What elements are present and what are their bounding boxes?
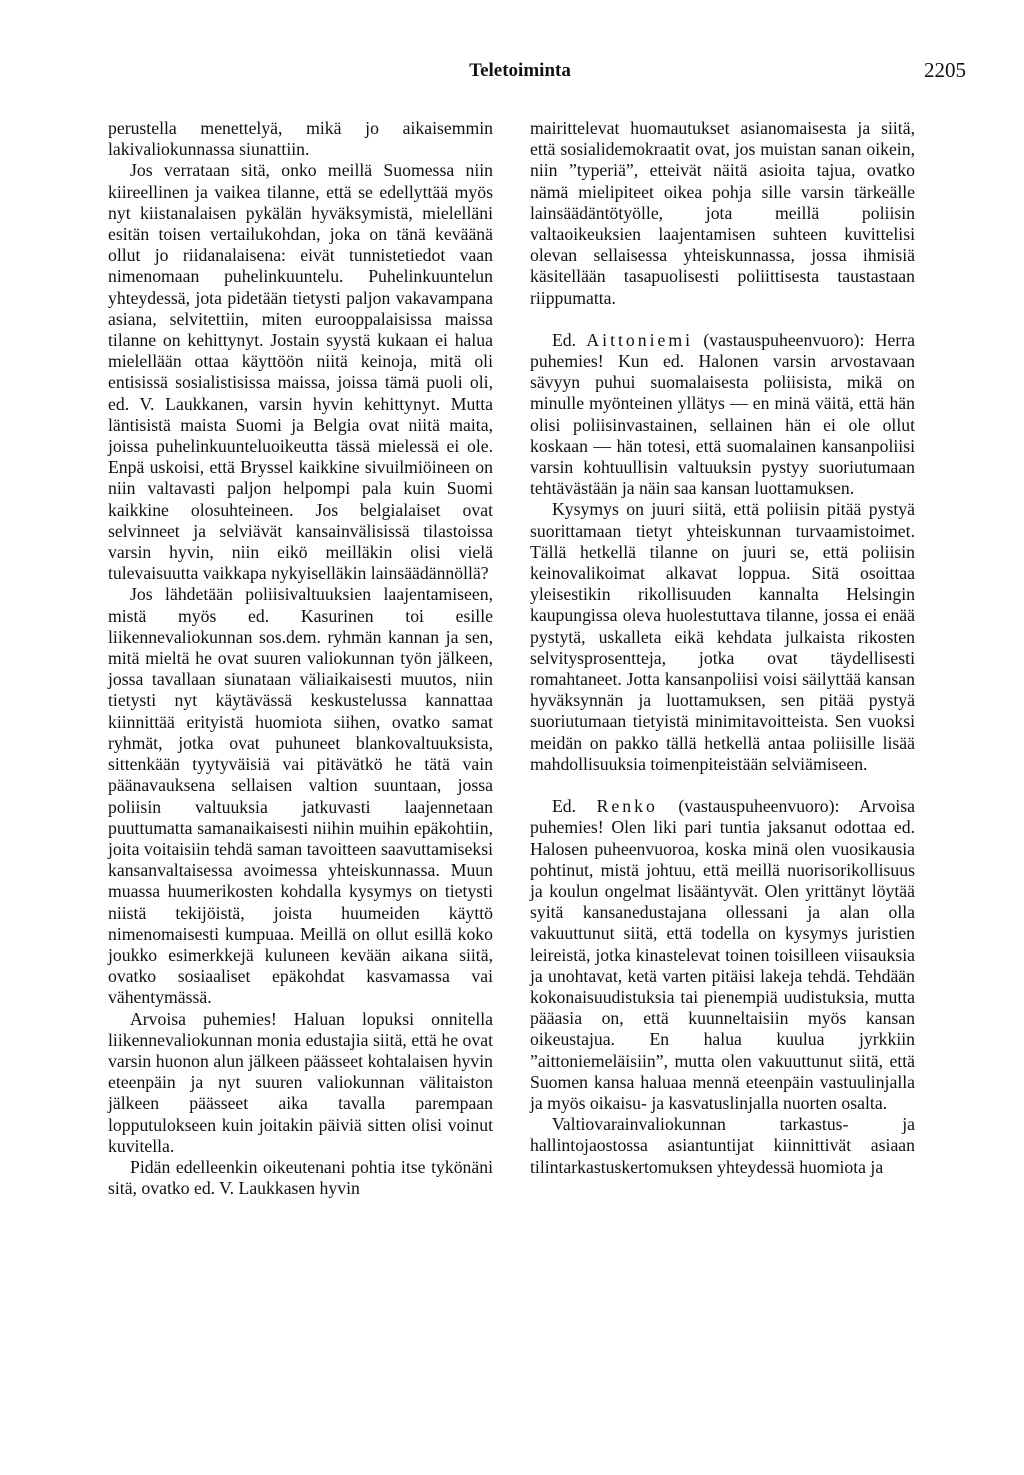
paragraph: Kysymys on juuri siitä, että poliisin pitää pystyä suorittamaan tietyt yhteiskunnan turvaamistoimet. Tällä hetkellä tilanne on juuri se, että poliisin keinovalikoimat alkavat loppua. Sitä osoittaa yleisestikin rikollisuuden kannalta Helsingin kaupungissa oleva huolestuttava tilanne, jossa ei enää pystytä, uskalleta eikä kehdata julkaista rikosten selvitysprosentteja, jotka ovat täydellisesti romahtaneet. Jotta kansanpoliisi voisi säilyttää kansan hyväksynnän ja luottamuksen, sen pitää pystyä suoriutumaan tietyistä minimitavoitteista. Sen vuoksi meidän on pakko tällä hetkellä antaa poliisille lisää mahdollisuuksia toimenpiteistään selviämiseen. [530, 499, 915, 774]
paragraph: Arvoisa puhemies! Haluan lopuksi onnitella liikennevaliokunnan monia edustajia siitä, että he ovat varsin huonon alun jälkeen päässeet kohtalaisen hyvin eteenpäin ja nyt suuren valiokunnan välitaiston jälkeen päässeet aika tavalla parempaan lopputulokseen kuin joitakin päiviä sitten olisi voinut kuvitella. [108, 1008, 493, 1156]
speech-text: (vastauspuheenvuoro): Arvoisa puhemies! Olen liki pari tuntia jaksanut odottaa ed. Halosen puheenvuoroa, koska minä olen vuosikausia pohtinut, mistä johtuu, että meillä nuorisorikollisuus ja koulun ongelmat lisääntyvät. Olen yrittänyt löytää syitä kansanedustajana ollessani ja alan olla vakuuttunut siitä, että todella on kysymys juristien leireistä, jotka kinastelevat toinen toisilleen viisauksia ja unohtavat, ketä varten pitäisi lakeja tehdä. Tehdään kokonaisuudistuksia tai pienempiä uudistuksia, mutta pääasia on, että kuunneltaisiin myös kansan oikeustajua. En halua kuulua jyrkkiin ”aittoniemeläisiin”, mutta olen vakuuttunut siitä, että Suomen kansa haluaa mennä eteenpäin vastuulinjalla ja myös oikaisu- ja kasvatuslinjalla nuorten osalta. [530, 796, 915, 1113]
paragraph: Valtiovarainvaliokunnan tarkastus- ja hallintojaostossa asiantuntijat kiinnittivät asiaan tilintarkastuskertomuksen yhteydessä huomiota ja [530, 1114, 915, 1177]
left-column [108, 118, 493, 1199]
section-title: Teletoiminta [469, 60, 571, 81]
speaker-prefix: Ed. [552, 796, 577, 817]
speaker-prefix: Ed. [552, 329, 577, 350]
speech-text: (vastauspuheenvuoro): Herra puhemies! Kun ed. Halonen varsin arvostavaan sävyyn puhui suomalaisesta poliisista, mikä on minulle myönteinen yllätys — en minä väitä, että hän olisi poliisinvastainen, sellainen hän ei ole ollut koskaan — hän totesi, että suomalainen kansanpoliisi varsin kohtuullisin valtuuksin pystyy suoriutumaan tehtävästään ja näin saa kansan luottamuksen. [530, 329, 916, 499]
paragraph: Pidän edelleenkin oikeutenani pohtia itse tykönäni sitä, ovatko ed. V. Laukkasen hyvin [108, 1156, 493, 1199]
speech-aittoniemi [530, 330, 915, 500]
paragraph: Jos verrataan sitä, onko meillä Suomessa niin kiireellinen ja vaikea tilanne, että se edellyttää myös nyt kiistanalaisen pykälän hyväksymistä, mielelläni esitän toisen vertailukohdan, joka on tänä keväänä ollut jo riidanalaisena: eivät tunnistetiedot vaan nimenomaan puhelinkuuntelu. Puhelinkuuntelun yhteydessä, jota pidetään tietysti paljon vakavampana asiana, selvitettiin, miten eurooppalaisissa maissa tilanne on kehittynyt. Jostain syystä kukaan ei halua mielellään ottaa käyttöön niitä keinoja, mitä oli entisissä sosialistisissa maissa, joissa tämä puoli oli, ed. V. Laukkanen, varsin hyvin kehittynyt. Mutta läntisistä maista Suomi ja Belgia ovat niitä maita, joissa puhelinkuunteluoikeutta tässä mielessä ei ole. Enpä uskoisi, että Bryssel kaikkine sivuilmiöineen on niin valtavasti paljon helpompi pala kuin Suomi kaikkine olosuhteineen. Jos belgialaiset ovat selvinneet ja selviävät kansainvälisissä tilastoissa varsin hyvin, niin eikö meilläkin olisi vielä tulevaisuutta vaikkapa nykyiselläkin lainsäädännöllä? [108, 160, 493, 584]
right-column [530, 118, 915, 1178]
speaker-name: Renko [596, 796, 658, 817]
speech-renko [530, 796, 915, 1114]
page-header [0, 58, 1024, 88]
speaker-name: Aittoniemi [586, 329, 694, 350]
paragraph: Jos lähdetään poliisivaltuuksien laajentamiseen, mistä myös ed. Kasurinen toi esille liikennevaliokunnan sos.dem. ryhmän kannan ja sen, mitä mieltä he ovat suuren valiokunnan työn jälkeen, jossa tavallaan siunataan väliaikaisesti muutos, niin tietysti nyt käytävässä keskustelussa kannattaa kiinnittää erityistä huomiota siihen, ovatko samat ryhmät, jotka ovat puhuneet blankovaltuuksista, sittenkään tyytyväisiä vai pitävätkö he tätä vain päänavauksena sellaisen valtion suuntaan, jossa poliisin valtuuksia jatkuvasti laajennetaan puuttumatta samanaikaisesti niihin muihin epäkohtiin, joita voitaisiin tehdä saman tavoitteen saavuttamiseksi kansanvaltaisessa avoimessa yhteiskunnassa. Muun muassa huumerikosten kohdalla kysymys on tietysti niistä tekijöistä, joista huumeiden käyttö nimenomaisesti kumpuaa. Meillä on ollut esillä koko joukko esimerkkejä kuluneen kevään aikana siitä, ovatko sosiaaliset epäkohdat kasvamassa vai vähentymässä. [108, 584, 493, 1008]
paragraph: mairittelevat huomautukset asianomaisesta ja siitä, että sosialidemokraatit ovat, jos muistan sanan oikein, niin ”typeriä”, etteivät näitä asioita tajua, ovatko nämä mielipiteet oikea pohja sille varsin tärkeälle lainsäädäntötyölle, jota meillä poliisin valtaoikeuksien laajentamisen suhteen kuvittelisi olevan sellaisessa yhteiskunnassa, jossa ihmisiä käsitellään tasapuolisesti poliittisesta taustastaan riippumatta. [530, 118, 915, 308]
paragraph: perustella menettelyä, mikä jo aikaisemmin lakivaliokunnassa siunattiin. [108, 118, 493, 160]
page-number: 2205 [924, 58, 966, 82]
